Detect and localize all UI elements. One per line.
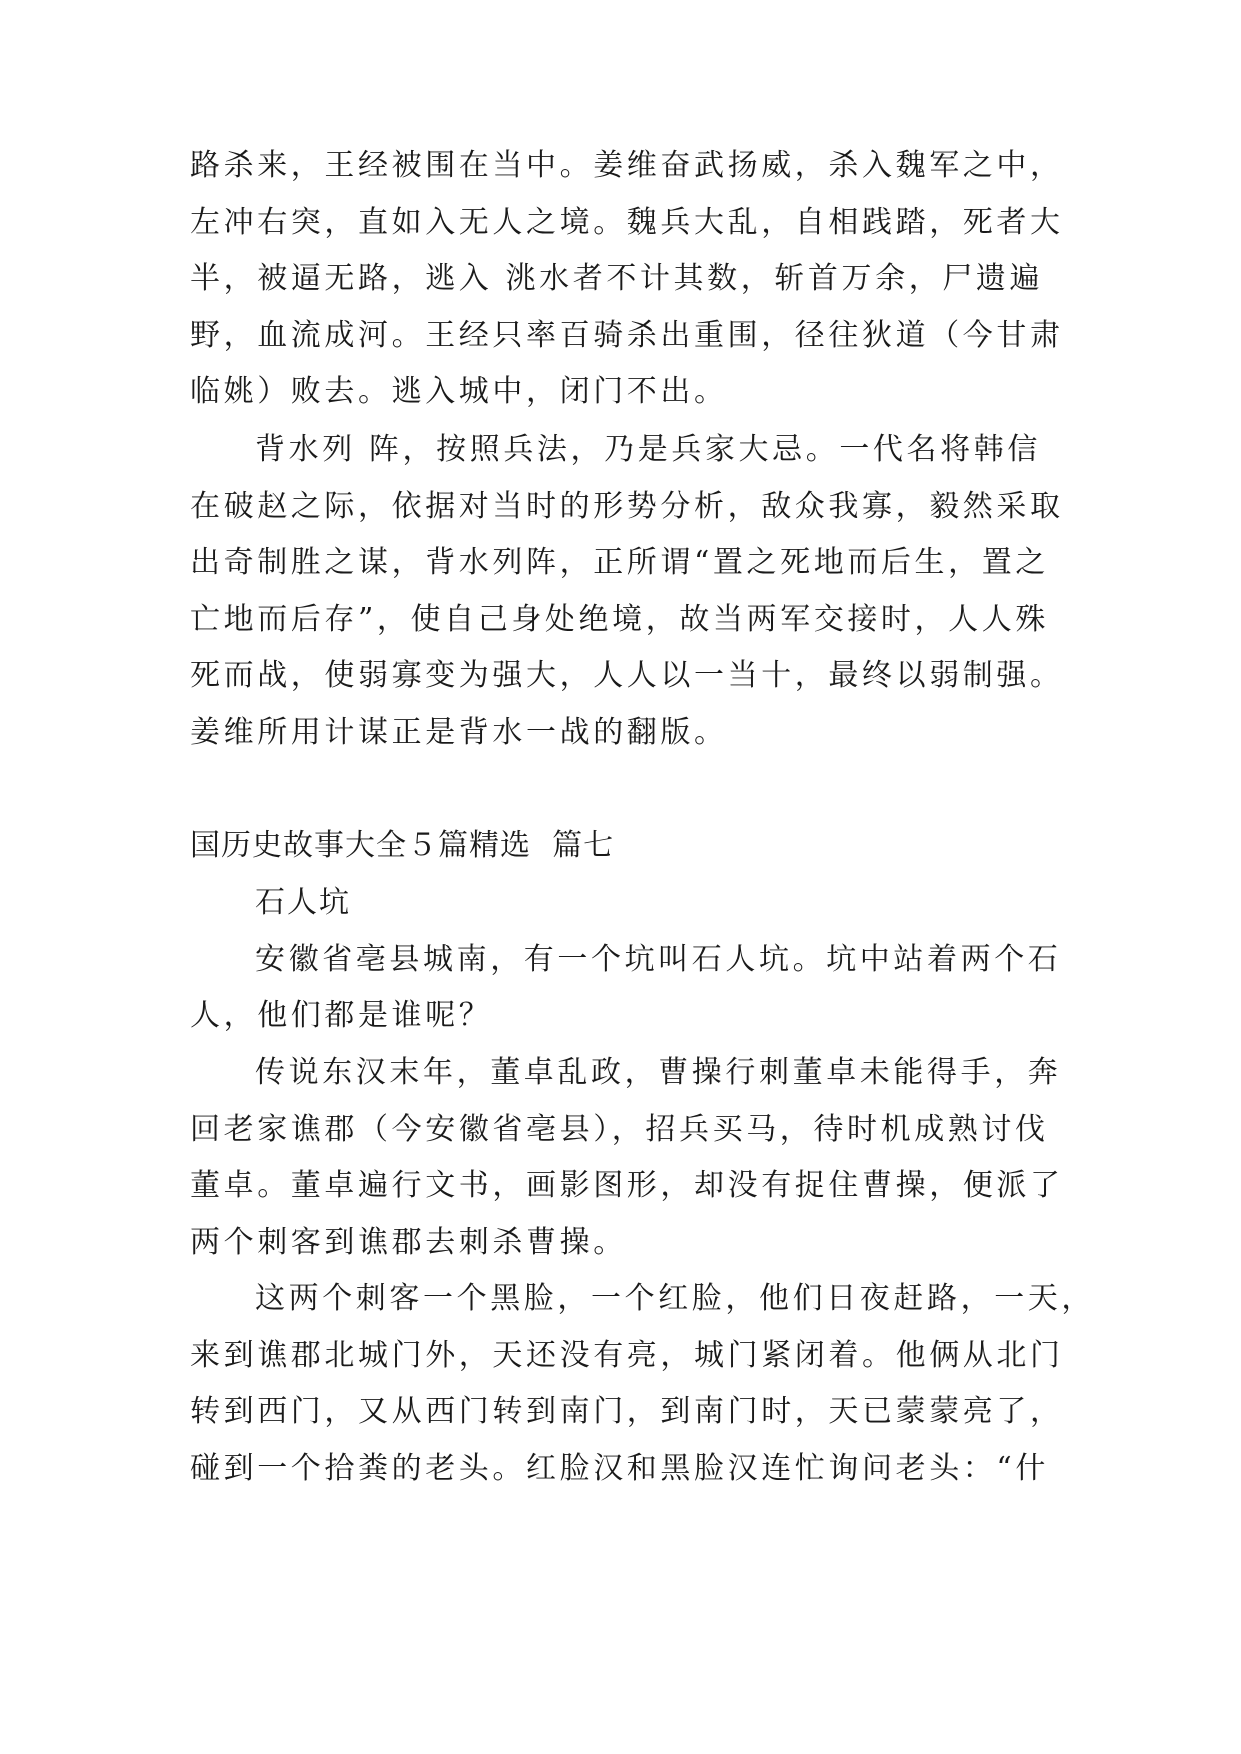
section-heading: 国历史故事大全５篇精选 篇七 (190, 828, 615, 863)
text-line: 董卓。董卓遍行文书，画影图形，却没有捉住曹操，便派了 (190, 1168, 1064, 1203)
text-line: 左冲右突，直如入无人之境。魏兵大乱，自相践踏，死者大 (190, 205, 1064, 240)
text-line: 人，他们都是谁呢？ (190, 998, 493, 1033)
text-line: 野，血流成河。王经只率百骑杀出重围，径往狄道（今甘肃 (190, 318, 1064, 353)
text-line: 背水列 阵，按照兵法，乃是兵家大忌。一代名将韩信 (255, 432, 1041, 467)
text-line: 半，被逼无路，逃入 洮水者不计其数，斩首万余，尸遗遍 (190, 261, 1044, 296)
text-line: 姜维所用计谋正是背水一战的翻版。 (190, 715, 728, 750)
text-line: 临姚）败去。逃入城中，闭门不出。 (190, 374, 728, 409)
text-line: 亡地而后存”，使自己身处绝境，故当两军交接时，人人殊 (190, 602, 1049, 637)
text-line: 两个刺客到谯郡去刺杀曹操。 (190, 1225, 627, 1260)
text-line: 路杀来，王经被围在当中。姜维奋武扬威，杀入魏军之中， (190, 148, 1064, 183)
text-line: 在破赵之际，依据对当时的形势分析，敌众我寡，毅然采取 (190, 489, 1064, 524)
text-line: 碰到一个拾粪的老头。红脸汉和黑脸汉连忙询问老头：“什 (190, 1451, 1049, 1486)
text-line: 回老家谯郡（今安徽省亳县），招兵买马，待时机成熟讨伐 (190, 1112, 1049, 1147)
text-line: 传说东汉末年，董卓乱政，曹操行刺董卓未能得手，奔 (255, 1055, 1062, 1090)
text-line: 转到西门，又从西门转到南门，到南门时，天已蒙蒙亮了， (190, 1394, 1064, 1429)
text-line: 安徽省亳县城南，有一个坑叫石人坑。坑中站着两个石 (255, 942, 1062, 977)
text-line: 这两个刺客一个黑脸，一个红脸，他们日夜赶路，一天， (255, 1281, 1095, 1316)
text-line: 出奇制胜之谋，背水列阵，正所谓“置之死地而后生，置之 (190, 545, 1049, 580)
story-title: 石人坑 (255, 885, 351, 920)
text-line: 来到谯郡北城门外，天还没有亮，城门紧闭着。他俩从北门 (190, 1338, 1064, 1373)
text-line: 死而战，使弱寡变为强大，人人以一当十，最终以弱制强。 (190, 658, 1064, 693)
